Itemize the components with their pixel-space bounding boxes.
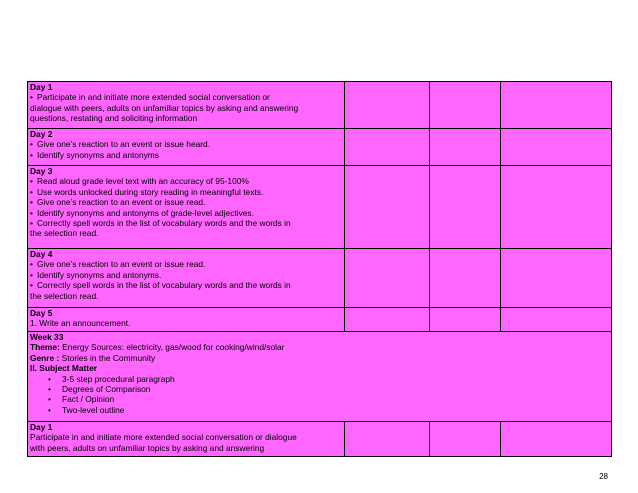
bullet-icon: •: [30, 218, 33, 229]
table-row: [28, 308, 612, 332]
objective-line: • Give one’s reaction to an event or issue heard.: [30, 139, 211, 150]
theme-label: Theme:: [30, 342, 60, 353]
objective-line: Participate in and initiate more extended social conversation or dialogue: [30, 432, 297, 443]
page-number: 28: [599, 472, 608, 481]
empty-cell: [345, 166, 430, 249]
empty-cell: [430, 308, 501, 332]
table-row: [28, 166, 612, 249]
bullet-icon: •: [30, 269, 33, 280]
bullet-icon: •: [30, 149, 33, 160]
week-title: Week 33: [30, 332, 64, 342]
theme-text: Energy Sources: electricity, gas/wood for cooking/wind/solar: [59, 342, 285, 353]
empty-cell: [345, 82, 430, 129]
list-item: • Two-level outline: [48, 404, 125, 415]
objective-line: • Identify synonyms and antonyms of grade-level adjectives.: [30, 207, 254, 218]
empty-cell: [430, 166, 501, 249]
objective-line: • Identify synonyms and antonyms.: [30, 269, 162, 280]
objective-line: • Give one’s reaction to an event or issue read.: [30, 197, 206, 208]
subject-matter-list: [30, 374, 609, 416]
genre-label: Genre :: [30, 352, 60, 363]
day-title: Day 3: [30, 166, 53, 176]
empty-cell: [430, 422, 501, 457]
day-title: Day 2: [30, 129, 53, 139]
objectives-cell: [28, 249, 345, 308]
empty-cell: [345, 308, 430, 332]
lesson-plan-table: [27, 81, 612, 457]
table-row: [28, 82, 612, 129]
objective-line: • Use words unlocked during story reading in meaningful texts.: [30, 186, 264, 197]
objective-line: • Participate in and initiate more extended social conversation or: [30, 92, 270, 103]
bullet-icon: •: [30, 207, 33, 218]
objective-line: questions, restating and soliciting information: [30, 113, 198, 124]
week-row: [28, 332, 612, 422]
empty-cell: [501, 308, 612, 332]
objective-line: • Give one’s reaction to an event or issue read.: [30, 259, 206, 270]
bullet-icon: •: [30, 186, 33, 197]
empty-cell: [430, 249, 501, 308]
bullet-icon: •: [30, 92, 33, 103]
bullet-icon: •: [30, 197, 33, 208]
bullet-icon: •: [30, 139, 33, 150]
theme-line: [30, 342, 609, 352]
bullet-icon: •: [48, 404, 51, 415]
table-row: [28, 129, 612, 166]
subject-matter-heading: II. Subject Matter: [30, 363, 98, 374]
empty-cell: [430, 82, 501, 129]
empty-cell: [345, 129, 430, 166]
week-cell: [28, 332, 612, 422]
genre-line: [30, 353, 609, 363]
list-item: • Degrees of Comparison: [48, 384, 151, 395]
objective-line: • Correctly spell words in the list of vocabulary words and the words in: [30, 280, 291, 291]
list-item: • 3-5 step procedural paragraph: [48, 373, 175, 384]
bullet-icon: •: [48, 384, 51, 395]
objective-line: • Read aloud grade level text with an accuracy of 95-100%: [30, 176, 249, 187]
objective-line: • Correctly spell words in the list of vocabulary words and the words in: [30, 218, 291, 229]
empty-cell: [501, 422, 612, 457]
list-item: • Fact / Opinion: [48, 394, 115, 405]
day-title: Day 5: [30, 308, 53, 318]
objectives-cell: [28, 422, 345, 457]
objective-line: the selection read.: [30, 228, 99, 239]
objectives-cell: [28, 308, 345, 332]
objective-line: • Identify synonyms and antonyms: [30, 149, 159, 160]
empty-cell: [501, 249, 612, 308]
bullet-icon: •: [30, 176, 33, 187]
objectives-cell: [28, 82, 345, 129]
bullet-icon: •: [48, 373, 51, 384]
objective-line: the selection read.: [30, 290, 99, 301]
empty-cell: [501, 82, 612, 129]
day-title: Day 4: [30, 249, 53, 259]
table-row: [28, 422, 612, 457]
objectives-cell: [28, 129, 345, 166]
objective-line: with peers, adults on unfamiliar topics by asking and answering: [30, 442, 265, 453]
empty-cell: [501, 129, 612, 166]
table-row: [28, 249, 612, 308]
bullet-icon: •: [30, 280, 33, 291]
bullet-icon: •: [30, 259, 33, 270]
day-title: Day 1: [30, 82, 53, 92]
day-title: Day 1: [30, 422, 53, 432]
empty-cell: [430, 129, 501, 166]
objectives-cell: [28, 166, 345, 249]
bullet-icon: •: [48, 394, 51, 405]
empty-cell: [501, 166, 612, 249]
objective-line: 1. Write an announcement.: [30, 318, 131, 329]
empty-cell: [345, 249, 430, 308]
objective-line: dialogue with peers, adults on unfamiliar topics by asking and answering: [30, 102, 299, 113]
genre-text: Stories in the Community: [59, 352, 156, 363]
empty-cell: [345, 422, 430, 457]
